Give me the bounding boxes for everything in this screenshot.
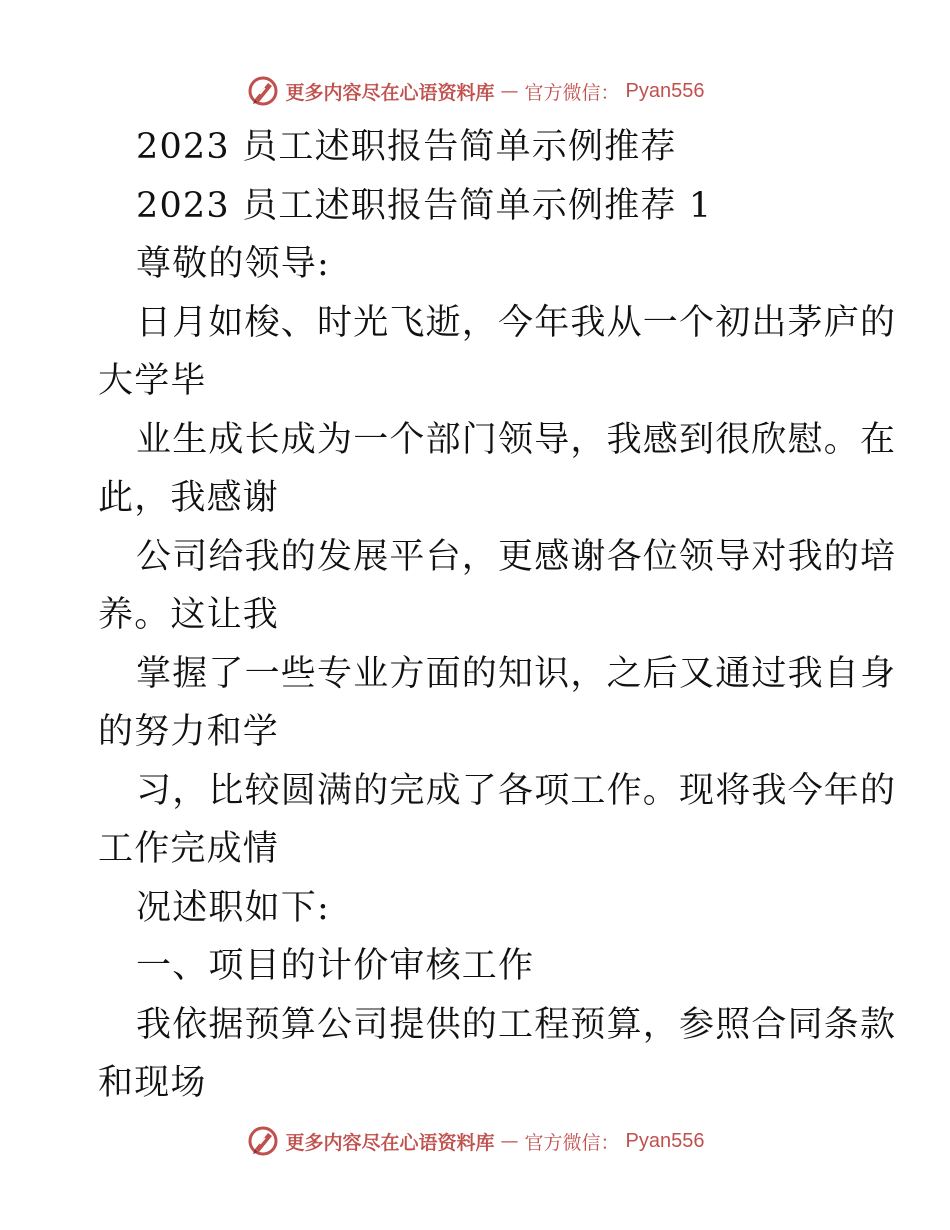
paragraph-line: 日月如梭、时光飞逝，今年我从一个初出茅庐的 <box>136 302 897 343</box>
banner-separator: — <box>500 1130 519 1152</box>
banner-text: 更多内容尽在心语资料库 <box>285 1131 495 1154</box>
banner-wechat-label: 官方微信： <box>524 1131 620 1154</box>
paragraph-line: 大学毕 <box>98 361 207 401</box>
paragraph-line: 况述职如下: <box>136 887 330 928</box>
banner-separator: — <box>500 80 519 102</box>
banner-wechat-label: 官方微信： <box>524 81 620 104</box>
paragraph-line: 工作完成情 <box>98 829 280 869</box>
paragraph-line: 2023 员工述职报告简单示例推荐 <box>136 127 677 167</box>
paragraph-line: 和现场 <box>98 1063 207 1103</box>
banner-text: 更多内容尽在心语资料库 <box>285 81 495 104</box>
document-body <box>98 118 897 1113</box>
paragraph-line: 业生成长成为一个部门领导，我感到很欣慰。在 <box>136 419 897 460</box>
paragraph-line: 掌握了一些专业方面的知识，之后又通过我自身 <box>136 653 897 694</box>
paragraph-line: 尊敬的领导: <box>136 244 330 284</box>
pen-circle-logo-icon <box>246 74 280 108</box>
header-watermark-banner <box>0 71 950 111</box>
paragraph-line: 公司给我的发展平台，更感谢各位领导对我的培 <box>136 536 897 577</box>
paragraph-line: 养。这让我 <box>98 595 280 635</box>
paragraph-line: 的努力和学 <box>98 712 280 752</box>
paragraph-line: 我依据预算公司提供的工程预算，参照合同条款 <box>136 1004 897 1045</box>
footer-watermark-banner <box>0 1121 950 1161</box>
paragraph-line: 此，我感谢 <box>98 478 280 518</box>
paragraph-line: 2023 员工述职报告简单示例推荐 1 <box>136 185 713 226</box>
banner-wechat-id: Pyan556 <box>625 79 705 102</box>
pen-circle-logo-icon <box>246 1124 280 1158</box>
paragraph-line: 习，比较圆满的完成了各项工作。现将我今年的 <box>136 770 897 811</box>
paragraph-line: 一、项目的计价审核工作 <box>136 946 535 986</box>
banner-wechat-id: Pyan556 <box>625 1129 705 1152</box>
